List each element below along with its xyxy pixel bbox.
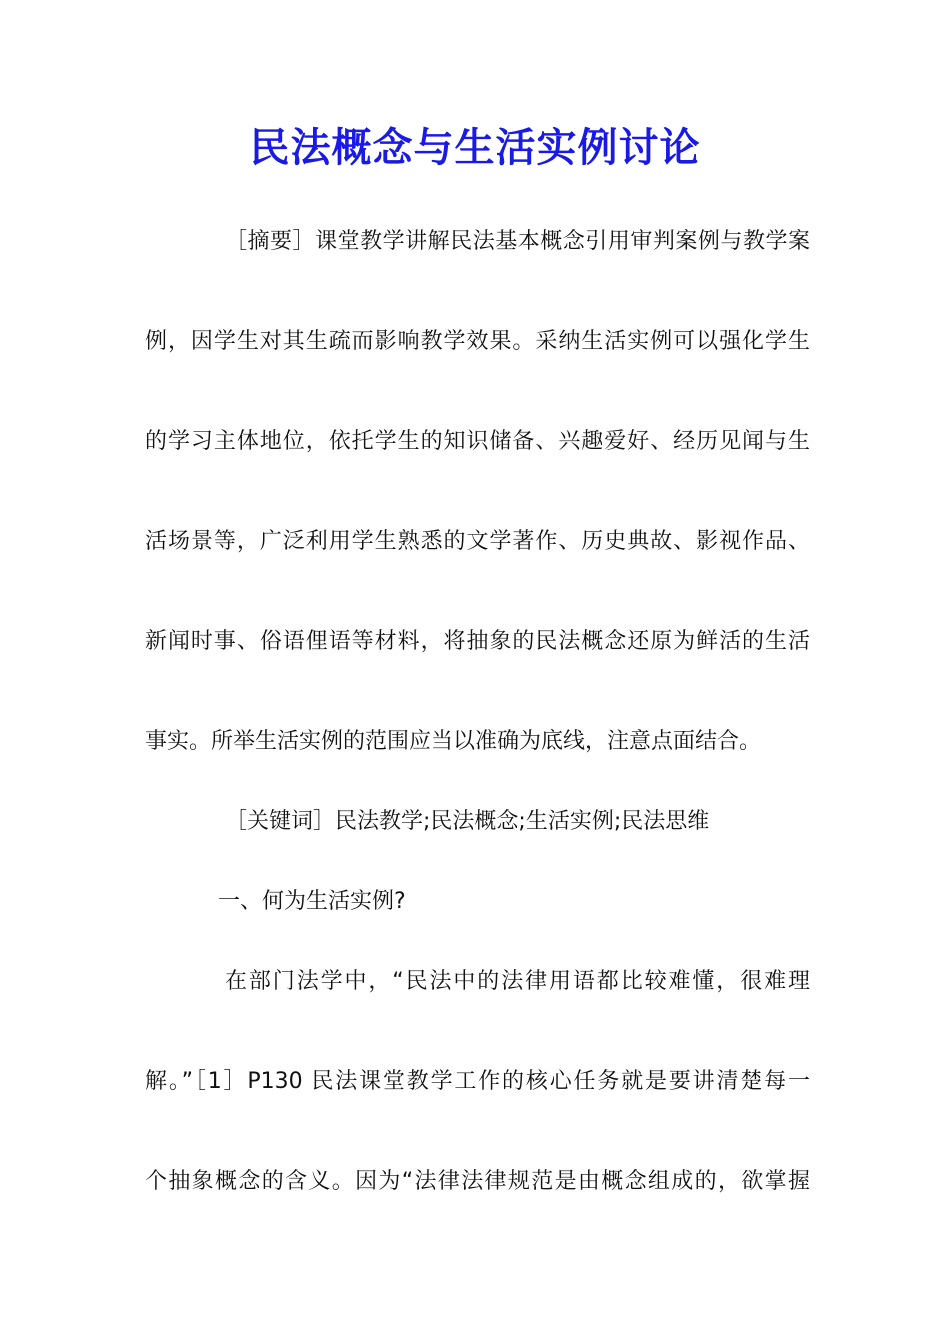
abstract-line-2: 例，因学生对其生疏而影响教学效果。采纳生活实例可以强化学生 — [145, 329, 810, 354]
keywords-line: ［关键词］民法教学;民法概念;生活实例;民法思维 — [225, 809, 710, 834]
document-title: 民法概念与生活实例讨论 — [249, 124, 701, 171]
abstract-line-3: 的学习主体地位，依托学生的知识储备、兴趣爱好、经历见闻与生 — [145, 429, 810, 454]
section-heading: 一、何为生活实例? — [218, 889, 406, 914]
abstract-line-6: 事实。所举生活实例的范围应当以准确为底线，注意点面结合。 — [145, 729, 762, 754]
abstract-line-4: 活场景等，广泛利用学生熟悉的文学著作、历史典故、影视作品、 — [145, 529, 810, 554]
abstract-line-1: ［摘要］课堂教学讲解民法基本概念引用审判案例与教学案 — [225, 229, 810, 254]
body-line-1: 在部门法学中，“民法中的法律用语都比较难懂，很难理 — [225, 969, 810, 994]
body-line-3: 个抽象概念的含义。因为“法律法律规范是由概念组成的，欲掌握 — [145, 1169, 810, 1194]
abstract-line-5: 新闻时事、俗语俚语等材料，将抽象的民法概念还原为鲜活的生活 — [145, 629, 810, 654]
body-line-2: 解。”［1］P130 民法课堂教学工作的核心任务就是要讲清楚每一 — [145, 1069, 810, 1094]
